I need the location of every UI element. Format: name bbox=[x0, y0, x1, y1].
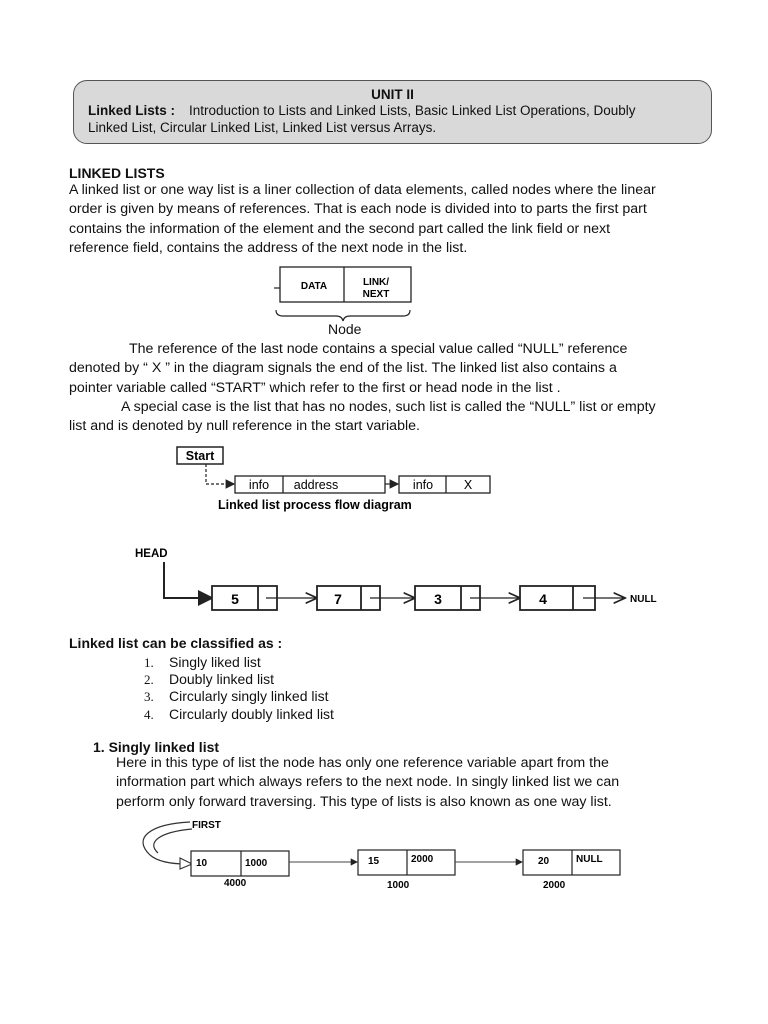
first-label: FIRST bbox=[192, 820, 221, 831]
list-item: 1. Singly liked list bbox=[144, 654, 261, 670]
node-value: 3 bbox=[434, 591, 442, 607]
empty-line: A special case is the list that has no nodes, such list is called the “NULL” list or empty bbox=[121, 399, 656, 415]
empty-line: list and is denoted by null reference in the start variable. bbox=[69, 418, 420, 435]
classify-title: Linked list can be classified as : bbox=[69, 635, 283, 651]
flow-diagram bbox=[177, 447, 490, 512]
null-x-label: X bbox=[463, 478, 473, 492]
node-value: 7 bbox=[334, 591, 342, 607]
first-node-info: 10 bbox=[196, 858, 208, 869]
node-value: 5 bbox=[231, 591, 239, 607]
null-line: denoted by “ X ” in the diagram signals the end of the list. The linked list also contains a bbox=[69, 360, 617, 377]
node-data-label: DATA bbox=[300, 281, 328, 292]
singly-title: 1. Singly linked list bbox=[93, 739, 220, 755]
null-label: NULL bbox=[630, 594, 657, 605]
address-label: address bbox=[293, 478, 339, 492]
singly-line: perform only forward traversing. This type of lists is also known as one way list. bbox=[116, 793, 612, 810]
flow-caption: Linked list process flow diagram bbox=[218, 498, 412, 512]
node-next-label: NEXT bbox=[362, 289, 390, 300]
node-caption: Node bbox=[328, 321, 362, 337]
second-node-next: 2000 bbox=[411, 854, 434, 865]
third-node-next: NULL bbox=[576, 854, 603, 865]
intro-line: reference field, contains the address of the next node in the list. bbox=[69, 240, 468, 257]
intro-line: order is given by means of references. That is each node is divided into to parts the first part bbox=[69, 201, 647, 218]
intro-line: contains the information of the element and the second part called the link field or next bbox=[69, 220, 611, 237]
null-line: pointer variable called “START” which refer to the first or head node in the list . bbox=[69, 379, 561, 396]
list-item: 2. Doubly linked list bbox=[144, 671, 275, 688]
node-brace bbox=[276, 310, 410, 321]
list-item: 3. Circularly singly linked list bbox=[144, 688, 329, 705]
unit-topics-line-2: Linked List, Circular Linked List, Linked List versus Arrays. bbox=[88, 120, 437, 135]
head-label: HEAD bbox=[135, 548, 168, 560]
section-title: LINKED LISTS bbox=[69, 165, 165, 181]
topic-text-1: Introduction to Lists and Linked Lists, Basic Linked List Operations, Doubly bbox=[189, 103, 636, 118]
info-label-1: info bbox=[248, 478, 270, 492]
first-node-address: 4000 bbox=[224, 878, 247, 889]
second-node-info: 15 bbox=[368, 856, 380, 867]
singly-line: Here in this type of list the node has only one reference variable apart from the bbox=[116, 755, 609, 771]
node-diagram bbox=[274, 267, 411, 321]
singly-line: information part which always refers to the next node. In singly linked list we can bbox=[116, 774, 620, 791]
first-diagram bbox=[143, 820, 620, 891]
list-item: 4. Circularly doubly linked list bbox=[144, 705, 334, 722]
node-link-label: LINK/ bbox=[362, 277, 390, 288]
info-label-2: info bbox=[412, 478, 434, 492]
third-node-info: 20 bbox=[538, 856, 550, 867]
second-node-address: 1000 bbox=[387, 880, 410, 891]
intro-line: A linked list or one way list is a liner collection of data elements, called nodes where the linear bbox=[69, 182, 656, 198]
topic-label: Linked Lists : bbox=[88, 103, 176, 118]
unit-title: UNIT II bbox=[371, 87, 414, 102]
node-value: 4 bbox=[539, 591, 547, 607]
null-line: The reference of the last node contains a special value called “NULL” reference bbox=[129, 341, 628, 357]
third-node-address: 2000 bbox=[543, 880, 566, 891]
head-diagram bbox=[135, 548, 657, 610]
first-node-next: 1000 bbox=[245, 858, 268, 869]
start-label: Start bbox=[185, 449, 215, 463]
